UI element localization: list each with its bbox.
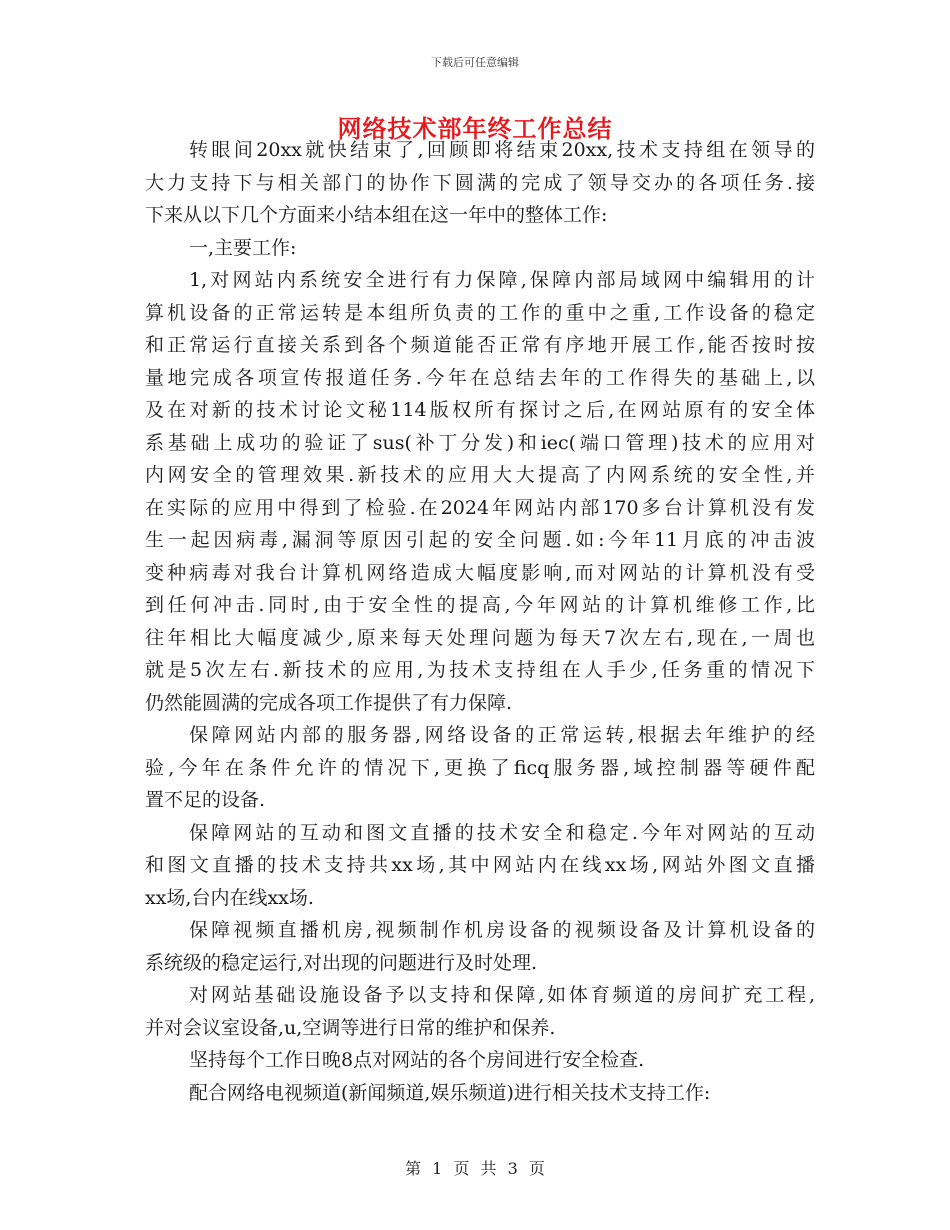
text-line: 置不足的设备. [145,789,266,811]
text-line: 坚持每个工作日晚8点对网站的各个房间进行安全检查. [189,1049,645,1071]
text-line: 就是5次左右.新技术的应用,为技术支持组在人手少,任务重的情况下 [145,659,815,681]
text-line: 及在对新的技术讨论文秘114版权所有探讨之后,在网站原有的安全体 [145,399,815,421]
text-line: 量地完成各项宣传报道任务.今年在总结去年的工作得失的基础上,以 [145,366,815,389]
text-line: 变种病毒对我台计算机网络造成大幅度影响,而对网站的计算机没有受 [145,561,815,584]
text-line: 保障网站的互动和图文直播的技术安全和稳定.今年对网站的互动 [189,821,815,844]
text-line: 大力支持下与相关部门的协作下圆满的完成了领导交办的各项任务.接 [145,171,815,194]
text-line: 并对会议室设备,u,空调等进行日常的维护和保养. [145,1016,556,1039]
text-line: 1,对网站内系统安全进行有力保障,保障内部局域网中编辑用的计 [189,269,815,291]
text-line: 一,主要工作: [189,236,297,259]
text-line: 下来从以下几个方面来小结本组在这一年中的整体工作: [145,204,608,226]
text-line: 系统级的稳定运行,对出现的问题进行及时处理. [145,951,538,974]
text-line: 验,今年在条件允许的情况下,更换了ficq服务器,域控制器等硬件配 [145,756,815,779]
page-header-note: 下载后可任意编辑 [431,56,519,69]
document-body [145,134,815,1109]
text-line: 对网站基础设施设备予以支持和保障,如体育频道的房间扩充工程, [189,984,815,1006]
text-line: 仍然能圆满的完成各项工作提供了有力保障. [145,691,513,714]
text-line: 内网安全的管理效果.新技术的应用大大提高了内网系统的安全性,并 [145,464,815,486]
text-line: 系基础上成功的验证了sus(补丁分发)和iec(端口管理)技术的应用对 [145,431,815,454]
text-line: 保障视频直播机房,视频制作机房设备的视频设备及计算机设备的 [189,919,815,941]
text-line: 在实际的应用中得到了检验.在2024年网站内部170多台计算机没有发 [145,496,815,519]
text-line: 到任何冲击.同时,由于安全性的提高,今年网站的计算机维修工作,比 [145,594,815,616]
text-line: 和正常运行直接关系到各个频道能否正常有序地开展工作,能否按时按 [145,334,815,356]
text-line: 转眼间20xx就快结束了,回顾即将结束20xx,技术支持组在领导的 [189,139,815,161]
text-line: 生一起因病毒,漏洞等原因引起的安全问题.如:今年11月底的冲击波 [145,529,815,551]
text-line: xx场,台内在线xx场. [145,886,314,909]
text-line: 保障网站内部的服务器,网络设备的正常运转,根据去年维护的经 [189,724,815,746]
text-line: 往年相比大幅度减少,原来每天处理问题为每天7次左右,现在,一周也 [145,626,815,649]
text-line: 算机设备的正常运转是本组所负责的工作的重中之重,工作设备的稳定 [145,301,815,324]
document-title: 网络技术部年终工作总结 [337,115,613,143]
page-footer: 第 1 页 共 3 页 [405,1159,545,1178]
text-line: 和图文直播的技术支持共xx场,其中网站内在线xx场,网站外图文直播 [145,854,815,876]
text-line: 配合网络电视频道(新闻频道,娱乐频道)进行相关技术支持工作: [189,1081,711,1104]
